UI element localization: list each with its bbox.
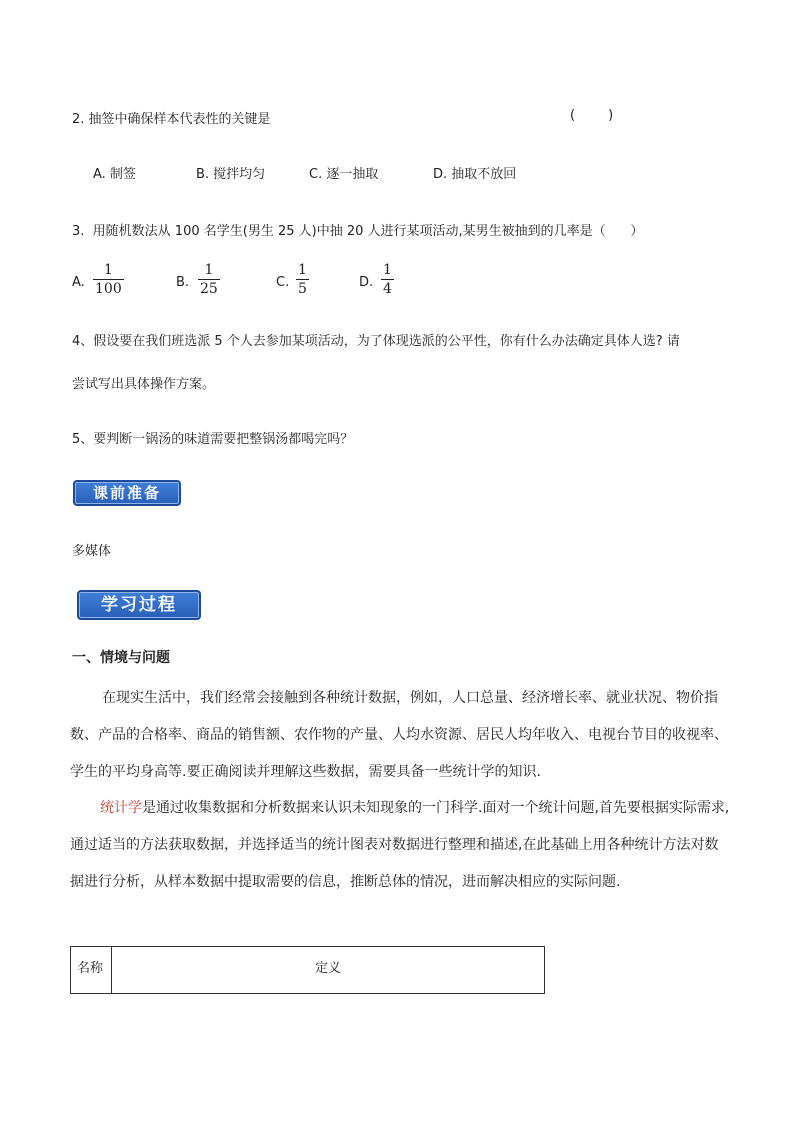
table-header-name: 名称 <box>71 947 112 994</box>
q3-option-c-letter: C. <box>276 275 290 290</box>
q2-option-a: A. 制签 <box>93 167 136 182</box>
statistics-paragraph <box>70 790 730 901</box>
fraction-bar <box>93 279 124 280</box>
q3-option-b-fraction <box>198 262 220 297</box>
fraction-numerator: 1 <box>204 262 214 278</box>
fraction-bar <box>381 279 394 280</box>
fraction-bar <box>198 279 220 280</box>
q3-option-a-letter: A. <box>72 275 85 290</box>
fraction-numerator: 1 <box>103 262 113 278</box>
table-header-row <box>71 947 545 994</box>
section-heading: 一、情境与问题 <box>72 650 170 666</box>
fraction-numerator: 1 <box>298 262 307 278</box>
prep-section-badge: 课前准备 <box>73 480 181 506</box>
q2-answer-paren: ( ) <box>570 108 614 123</box>
statistics-paragraph-body: 是通过收集数据和分析数据来认识未知现象的一门科学.面对一个统计问题,首先要根据实际需求,通过适当的方法获取数据，并选择适当的统计图表对数据进行整理和描述,在此基础上用各种统计方法对数据进行分析，从样本数据中提取需要的信息，推断总体的情况，进而解决相应的实际问题. <box>70 800 730 890</box>
q4-line-2: 尝试写出具体操作方案。 <box>72 377 216 392</box>
q3-option-c-fraction <box>296 262 309 297</box>
prep-content: 多媒体 <box>72 544 112 559</box>
q5-text: 5、要判断一锅汤的味道需要把整锅汤都喝完吗？ <box>72 432 354 447</box>
q3-option-d-fraction <box>381 262 394 297</box>
q2-option-d: D. 抽取不放回 <box>433 167 517 182</box>
q3-option-b-letter: B. <box>176 275 190 290</box>
fraction-denominator: 100 <box>95 281 122 297</box>
q2-option-c: C. 逐一抽取 <box>309 167 379 182</box>
definition-table <box>70 946 545 994</box>
q2-stem: 2. 抽签中确保样本代表性的关键是 <box>72 112 271 127</box>
fraction-bar <box>296 279 309 280</box>
table-header-definition: 定义 <box>112 947 545 994</box>
q3-stem: 3. 用随机数法从 100 名学生(男生 25 人)中抽 20 人进行某项活动,某男生被抽到的几率是（ ） <box>72 224 644 239</box>
process-section-badge: 学习过程 <box>77 590 201 620</box>
statistics-term: 统计学 <box>100 800 142 816</box>
q2-option-b: B. 搅拌均匀 <box>196 167 266 182</box>
q4-line-1: 4、假设要在我们班选派 5 个人去参加某项活动，为了体现选派的公平性，你有什么办法确定具体人选? 请 <box>72 334 680 349</box>
fraction-denominator: 5 <box>298 281 307 297</box>
q3-option-d-letter: D. <box>359 275 374 290</box>
fraction-denominator: 4 <box>383 281 392 297</box>
q3-option-a-fraction <box>93 262 124 297</box>
intro-paragraph: 在现实生活中，我们经常会接触到各种统计数据，例如，人口总量、经济增长率、就业状况、物价指数、产品的合格率、商品的销售额、农作物的产量、人均水资源、居民人均年收入、电视台节目的收视率、学生的平均身高等.要正确阅读并理解这些数据，需要具备一些统计学的知识. <box>70 690 728 780</box>
fraction-numerator: 1 <box>383 262 392 278</box>
fraction-denominator: 25 <box>200 281 218 297</box>
